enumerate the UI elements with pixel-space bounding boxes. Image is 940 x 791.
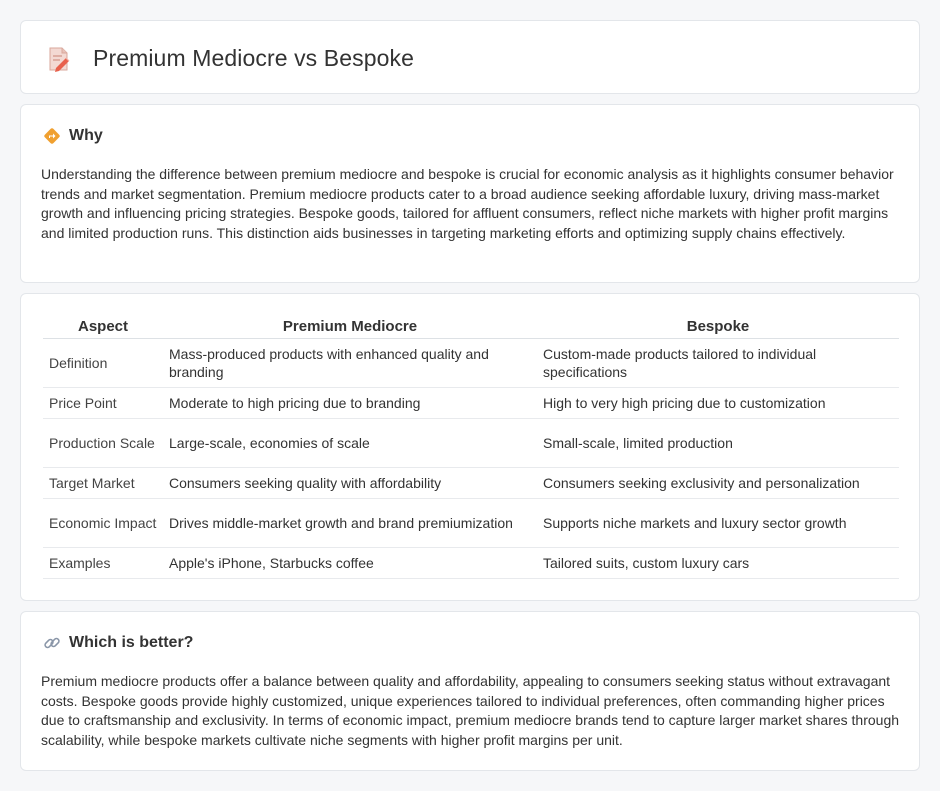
table-row — [43, 418, 899, 467]
table-row — [43, 547, 899, 578]
cell-premium-mediocre: Drives middle-market growth and brand premiumization — [163, 498, 537, 547]
table-row — [43, 467, 899, 498]
cell-aspect: Economic Impact — [43, 498, 163, 547]
cell-bespoke: High to very high pricing due to customization — [537, 387, 899, 418]
cell-bespoke: Small-scale, limited production — [537, 418, 899, 467]
cell-bespoke: Tailored suits, custom luxury cars — [537, 547, 899, 578]
link-icon — [43, 634, 61, 652]
cell-aspect: Examples — [43, 547, 163, 578]
better-text: Premium mediocre products offer a balance between quality and affordability, appealing to consumers seeking status without extravagant costs. Bespoke goods provide highly customized, unique experiences tailored to individual preferences, often commanding higher prices due to craftsmanship and exclusivity. In terms of economic impact, premium mediocre brands tend to capture larger market shares through scalability, while bespoke markets cultivate niche segments with higher profit margins per unit. — [41, 673, 900, 748]
why-text: Understanding the difference between premium mediocre and bespoke is crucial for economic analysis as it highlights consumer behavior trends and market segmentation. Premium mediocre products cater to a broad audience seeking affordable luxury, driving mass-market growth and influencing pricing strategies. Bespoke goods, tailored for affluent consumers, reflect niche markets with higher profit margins and limited production runs. This distinction aids businesses in targeting marketing efforts and optimizing supply chains effectively. — [41, 166, 894, 241]
better-heading: Which is better? — [69, 634, 194, 651]
cell-premium-mediocre: Moderate to high pricing due to branding — [163, 387, 537, 418]
diamond-sign-icon — [43, 127, 61, 145]
why-heading: Why — [69, 127, 103, 144]
cell-aspect: Production Scale — [43, 418, 163, 467]
cell-premium-mediocre: Consumers seeking quality with affordability — [163, 467, 537, 498]
table-header-row — [43, 316, 899, 338]
header-premium-mediocre: Premium Mediocre — [163, 316, 537, 338]
table-row — [43, 338, 899, 387]
cell-bespoke: Supports niche markets and luxury sector growth — [537, 498, 899, 547]
which-is-better-section — [20, 611, 920, 771]
page-title: Premium Mediocre vs Bespoke — [93, 45, 414, 71]
comparison-table — [43, 316, 899, 579]
why-section — [20, 104, 920, 283]
cell-aspect: Definition — [43, 338, 163, 387]
table-row — [43, 387, 899, 418]
cell-premium-mediocre: Apple's iPhone, Starbucks coffee — [163, 547, 537, 578]
title-card — [20, 20, 920, 94]
cell-premium-mediocre: Mass-produced products with enhanced quality and branding — [163, 338, 537, 387]
cell-aspect: Price Point — [43, 387, 163, 418]
document-pencil-icon — [47, 46, 71, 72]
cell-bespoke: Consumers seeking exclusivity and personalization — [537, 467, 899, 498]
table-row — [43, 498, 899, 547]
header-aspect: Aspect — [43, 316, 163, 338]
cell-premium-mediocre: Large-scale, economies of scale — [163, 418, 537, 467]
title-row — [47, 45, 414, 72]
cell-bespoke: Custom-made products tailored to individual specifications — [537, 338, 899, 387]
cell-aspect: Target Market — [43, 467, 163, 498]
why-header — [43, 127, 103, 145]
better-header — [43, 634, 193, 652]
comparison-section — [20, 293, 920, 601]
header-bespoke: Bespoke — [537, 316, 899, 338]
